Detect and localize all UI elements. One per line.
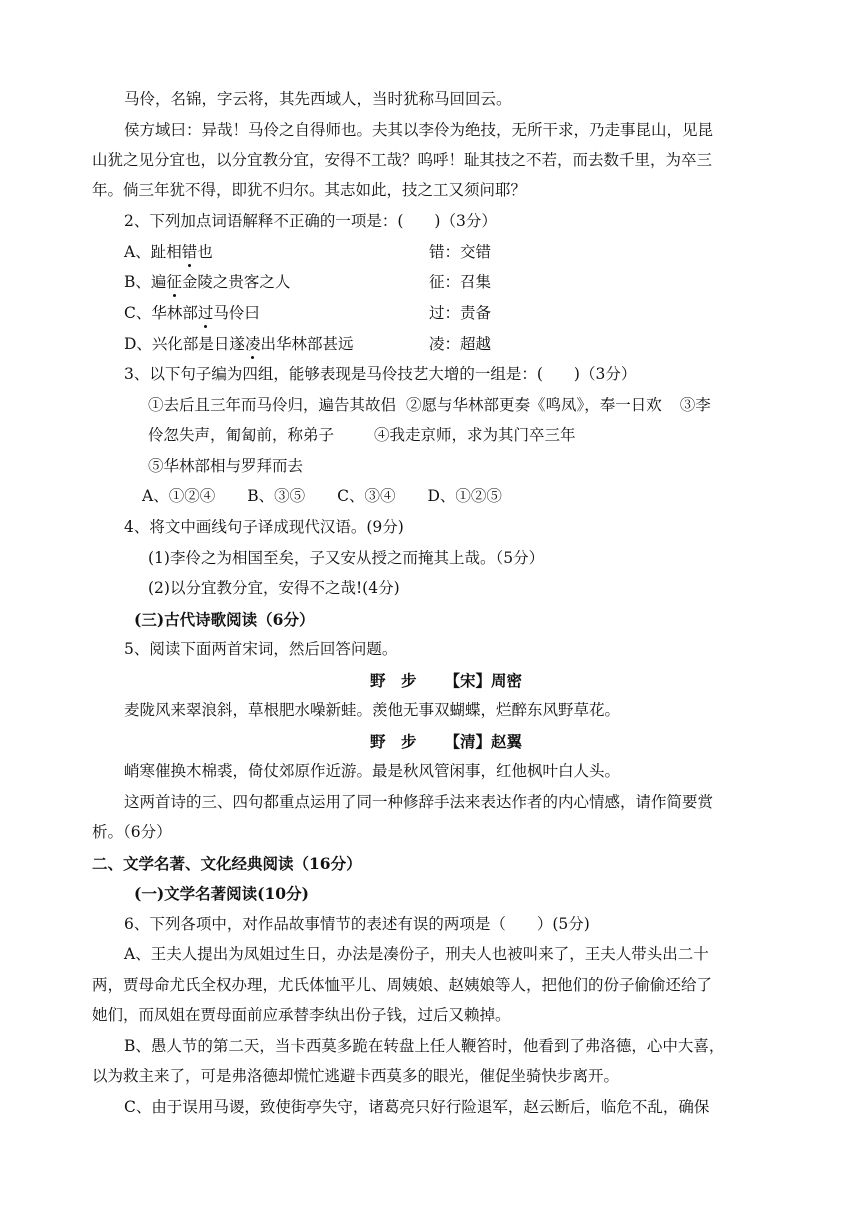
question-3-stem: 3、以下句子编为四组，能够表现是马伶技艺大增的一组是：( )（3分） <box>124 365 637 383</box>
q6-option-b: B、愚人节的第二天，当卡西莫多跪在转盘上任人鞭笞时，他看到了弗洛德，心中大喜， <box>124 1037 725 1055</box>
poem-2-title <box>370 734 522 750</box>
poem-author: 【清】赵翼 <box>444 732 523 751</box>
passage-line: 年。倘三年犹不得，即犹不归尔。其志如此，技之工又须问耶？ <box>92 181 527 199</box>
part-heading: 二、文学名著、文化经典阅读（16分） <box>92 854 362 873</box>
question-6-stem: 6、下列各项中，对作品故事情节的表述有误的两项是（ ）(5分) <box>124 915 590 933</box>
poem-author: 【宋】周密 <box>444 671 523 690</box>
choice: C、③④ <box>337 487 396 505</box>
sentence: ③李 <box>679 396 711 414</box>
q3-choices <box>142 489 502 505</box>
q2-option-a-gloss: 错：交错 <box>429 243 492 261</box>
option-text: C、华林部 <box>124 304 198 322</box>
choice: D、①②⑤ <box>427 487 502 505</box>
q2-option-d-gloss: 凌：超越 <box>429 335 492 353</box>
poem-1-text: 麦陇风来翠浪斜，草根肥水噪新蛙。羡他无事双蝴蝶，烂醉东风野草花。 <box>124 701 621 719</box>
poem-1-title <box>370 673 522 689</box>
q6-option-c: C、由于误用马谡，致使街亭失守，诸葛亮只好行险退军，赵云断后，临危不乱，确保 <box>124 1098 710 1116</box>
question-2-stem: 2、下列加点词语解释不正确的一项是：( )（3分） <box>124 212 497 230</box>
question-4-stem: 4、将文中画线句子译成现代汉语。(9分) <box>124 518 404 536</box>
sentence: ②愿与华林部更奏《鸣凤》，奉一日欢 <box>406 396 662 414</box>
q2-option-a <box>124 245 213 261</box>
q6-option-a: 她们，而凤姐在贾母面前应承替李纨出份子钱，过后又赖掉。 <box>92 1006 511 1024</box>
subsection-heading: (一)文学名著阅读(10分) <box>134 884 309 903</box>
dotted-word: 征 <box>166 273 182 291</box>
q2-option-d <box>124 337 353 353</box>
q3-sentences-line: ⑤华林部相与罗拜而去 <box>148 457 304 475</box>
poem-title: 野 步 <box>370 732 417 751</box>
option-text: 马伶曰 <box>213 304 260 322</box>
dotted-word: 过 <box>197 304 214 322</box>
q6-option-a: 两，贾母命尤氏全权办理，尤氏体恤平儿、周姨娘、赵姨娘等人，把他们的份子偷偷还给了 <box>92 976 713 994</box>
option-text: 金陵之贵客之人 <box>181 273 291 291</box>
question-5-prompt: 这两首诗的三、四句都重点运用了同一种修辞手法来表达作者的内心情感，请作简要赏 <box>124 793 714 811</box>
sentence: 伶忽失声，匍匐前，称弟子 <box>148 426 335 444</box>
q3-sentences-line <box>148 428 576 444</box>
sentence: ④我走京师，求为其门卒三年 <box>374 426 576 444</box>
q2-option-c-gloss: 过：责备 <box>429 304 492 322</box>
q2-option-b <box>124 275 290 291</box>
option-text: B、遍 <box>124 273 167 291</box>
question-5-stem: 5、阅读下面两首宋词，然后回答问题。 <box>124 640 398 658</box>
poem-title: 野 步 <box>370 671 417 690</box>
q6-option-a: A、王夫人提出为凤姐过生日，办法是凑份子，刑夫人也被叫来了，王夫人带头出二十 <box>124 945 709 963</box>
q4-sentence-2: (2)以分宜教分宜，安得不之哉!(4分) <box>148 579 400 597</box>
choice: B、③⑤ <box>247 487 306 505</box>
q2-option-b-gloss: 征：召集 <box>429 273 492 291</box>
option-text: D、兴化部是日遂 <box>124 335 245 353</box>
q4-sentence-1: (1)李伶之为相国至矣，子又安从授之而掩其上哉。（5分） <box>148 549 545 567</box>
passage-line: 侯方域曰：异哉！马伶之自得师也。夫其以李伶为绝技，无所干求，乃走事昆山，见昆 <box>124 121 714 139</box>
sentence: ①去后且三年而马伶归，遍告其故侣 <box>148 396 397 414</box>
option-text: 出华林部甚远 <box>260 335 354 353</box>
q2-option-c <box>124 306 260 322</box>
passage-line: 山犹之见分宜也，以分宜教分宜，安得不工哉？呜呼！耻其技之不若，而去数千里，为卒三 <box>92 151 713 169</box>
section-heading: (三)古代诗歌阅读（6分） <box>134 610 315 629</box>
passage-line: 马伶，名锦，字云将，其先西域人，当时犹称马回回云。 <box>124 90 512 108</box>
question-5-prompt: 析。（6分） <box>92 823 172 841</box>
q6-option-b: 以为救主来了，可是弗洛德却慌忙逃避卡西莫多的眼光，催促坐骑快步离开。 <box>92 1067 620 1085</box>
poem-2-text: 峭寒催换木棉裘，倚仗郊原作近游。最是秋风管闲事，红他枫叶白人头。 <box>124 762 621 780</box>
dotted-word: 错 <box>181 243 198 261</box>
q3-sentences-line <box>148 398 711 414</box>
option-text: A、趾相 <box>124 243 182 261</box>
choice: A、①②④ <box>142 487 216 505</box>
option-text: 也 <box>197 243 213 261</box>
dotted-word: 凌 <box>244 335 261 353</box>
